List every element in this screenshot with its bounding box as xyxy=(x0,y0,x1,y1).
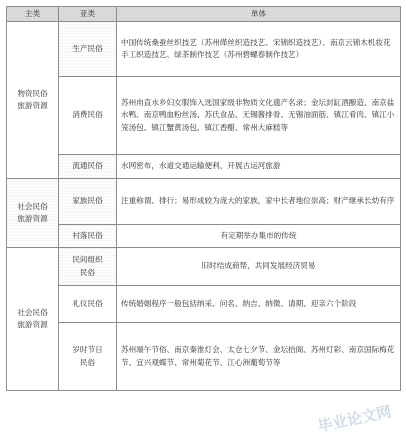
watermark: 毕业论文网 xyxy=(316,402,394,436)
table-row xyxy=(7,22,401,77)
unit-cell: 苏州端午节俗、南京秦淮灯会、太仓七夕节、金坛抬阁、苏州灯彩、南京国际梅花节、宜兴观蝶节、常州菊花节、江心洲葡萄节等 xyxy=(117,323,401,391)
header-main: 主类 xyxy=(7,7,59,22)
sub-category-cell: 生产民俗 xyxy=(59,22,117,77)
header-sub: 亚类 xyxy=(59,7,117,22)
unit-cell: 有定期举办集市的传统 xyxy=(117,225,401,248)
unit-cell: 旧时结成商帮，共同发展经济贸易 xyxy=(117,248,401,286)
tourism-resources-table xyxy=(6,6,401,391)
unit-cell: 中国传统桑蚕丝织技艺（苏州缂丝织造技艺、宋锦织造技艺）、南京云锦木机妆花手工织造技艺、绿茶制作技艺（苏州碧螺春制作技艺） xyxy=(117,22,401,77)
sub-category-cell: 消费民俗 xyxy=(59,77,117,155)
main-category-cell: 物资民俗 旅游资源 xyxy=(7,22,59,179)
sub-category-cell: 民间组织 民俗 xyxy=(59,248,117,286)
table-header-row xyxy=(7,7,401,22)
main-category-cell: 社会民俗 旅游资源 xyxy=(7,179,59,248)
table-row xyxy=(7,248,401,286)
table-row xyxy=(7,77,401,155)
unit-cell: 苏州甪直水乡妇女服饰入选国家级非物质文化遗产名录；金坛封缸酒酿造、南京盐水鸭、南京鸭血粉丝汤、苏氏食品、无锡酱排骨、无锡油面筋、镇江肴肉、镇江小笼汤包、镇江蟹黄汤包、镇江香醋、常州大麻糕等 xyxy=(117,77,401,155)
sub-category-cell: 村落民俗 xyxy=(59,225,117,248)
sub-category-cell: 家族民俗 xyxy=(59,179,117,225)
unit-cell: 注重称谓、排行；易形成较为庞大的家族，家中长者地位崇高；财产继承长幼有序 xyxy=(117,179,401,225)
table-row xyxy=(7,286,401,323)
table-row xyxy=(7,323,401,391)
unit-cell: 传统婚姻程序一般包括纳采、问名、纳吉、纳徵、请期、迎亲六个阶段 xyxy=(117,286,401,323)
main-category-cell: 社会民俗 旅游资源 xyxy=(7,248,59,391)
table-row xyxy=(7,179,401,225)
sub-category-cell: 岁时节日 民俗 xyxy=(59,323,117,391)
table-row xyxy=(7,225,401,248)
sub-category-cell: 流通民俗 xyxy=(59,155,117,179)
table-row xyxy=(7,155,401,179)
header-unit: 单体 xyxy=(117,7,401,22)
unit-cell: 水网密布，水道交通运输便利，开展古运河旅游 xyxy=(117,155,401,179)
sub-category-cell: 礼仪民俗 xyxy=(59,286,117,323)
